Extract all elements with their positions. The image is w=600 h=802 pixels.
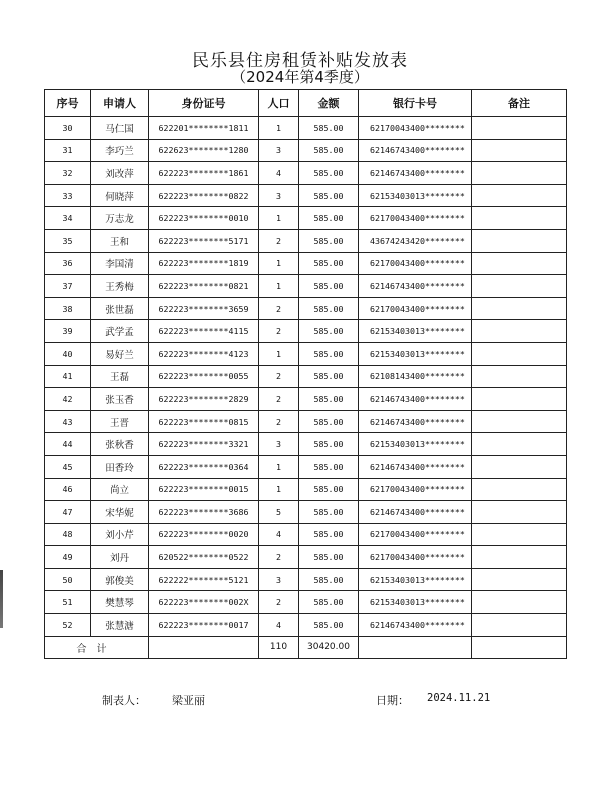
cell-applicant: 张世磊 xyxy=(91,297,149,320)
cell-serial: 44 xyxy=(45,433,91,456)
cell-id-number: 622623********1280 xyxy=(149,139,259,162)
table-row xyxy=(45,252,567,275)
cell-remarks xyxy=(472,297,567,320)
cell-applicant: 刘改萍 xyxy=(91,162,149,185)
cell-applicant: 王晋 xyxy=(91,410,149,433)
cell-household-size: 1 xyxy=(259,455,299,478)
cell-amount: 585.00 xyxy=(299,501,359,524)
cell-household-size: 1 xyxy=(259,207,299,230)
cell-serial: 43 xyxy=(45,410,91,433)
cell-amount: 585.00 xyxy=(299,568,359,591)
cell-applicant: 田香玲 xyxy=(91,455,149,478)
cell-amount: 585.00 xyxy=(299,207,359,230)
total-people: 110 xyxy=(259,636,299,658)
cell-household-size: 2 xyxy=(259,591,299,614)
cell-household-size: 5 xyxy=(259,501,299,524)
header-amount: 金额 xyxy=(299,90,359,117)
cell-amount: 585.00 xyxy=(299,523,359,546)
cell-serial: 30 xyxy=(45,117,91,140)
header-remarks: 备注 xyxy=(472,90,567,117)
cell-id-number: 622223********0822 xyxy=(149,184,259,207)
cell-serial: 38 xyxy=(45,297,91,320)
cell-household-size: 1 xyxy=(259,117,299,140)
cell-bank-card: 62153403013******** xyxy=(359,342,472,365)
cell-amount: 585.00 xyxy=(299,320,359,343)
cell-serial: 31 xyxy=(45,139,91,162)
cell-bank-card: 43674243420******** xyxy=(359,229,472,252)
cell-serial: 52 xyxy=(45,614,91,637)
header-id-number: 身份证号 xyxy=(149,90,259,117)
header-bank-card: 银行卡号 xyxy=(359,90,472,117)
cell-applicant: 刘丹 xyxy=(91,546,149,569)
cell-bank-card: 62146743400******** xyxy=(359,275,472,298)
cell-remarks xyxy=(472,546,567,569)
table-row xyxy=(45,342,567,365)
cell-bank-card: 62170043400******** xyxy=(359,252,472,275)
total-bank-cell xyxy=(359,636,472,658)
cell-remarks xyxy=(472,568,567,591)
table-row xyxy=(45,410,567,433)
cell-remarks xyxy=(472,388,567,411)
cell-remarks xyxy=(472,275,567,298)
table-row xyxy=(45,591,567,614)
cell-id-number: 622223********002X xyxy=(149,591,259,614)
table-row xyxy=(45,207,567,230)
cell-id-number: 622223********0015 xyxy=(149,478,259,501)
table-row xyxy=(45,568,567,591)
table-row xyxy=(45,523,567,546)
document-title: 民乐县住房租赁补贴发放表 xyxy=(192,51,408,71)
table-row xyxy=(45,614,567,637)
cell-amount: 585.00 xyxy=(299,455,359,478)
cell-applicant: 李国清 xyxy=(91,252,149,275)
cell-serial: 46 xyxy=(45,478,91,501)
cell-remarks xyxy=(472,139,567,162)
cell-household-size: 4 xyxy=(259,614,299,637)
cell-id-number: 622223********1819 xyxy=(149,252,259,275)
cell-remarks xyxy=(472,184,567,207)
cell-applicant: 李巧兰 xyxy=(91,139,149,162)
cell-applicant: 王磊 xyxy=(91,365,149,388)
cell-applicant: 王和 xyxy=(91,229,149,252)
cell-remarks xyxy=(472,523,567,546)
cell-applicant: 张秋香 xyxy=(91,433,149,456)
cell-household-size: 4 xyxy=(259,162,299,185)
table-header-row xyxy=(45,90,567,117)
total-note-cell xyxy=(472,636,567,658)
cell-bank-card: 62153403013******** xyxy=(359,568,472,591)
cell-bank-card: 62170043400******** xyxy=(359,117,472,140)
cell-bank-card: 62146743400******** xyxy=(359,162,472,185)
total-label: 合计 xyxy=(45,636,149,658)
cell-household-size: 3 xyxy=(259,568,299,591)
cell-bank-card: 62146743400******** xyxy=(359,501,472,524)
cell-bank-card: 62108143400******** xyxy=(359,365,472,388)
cell-id-number: 620522********0522 xyxy=(149,546,259,569)
cell-id-number: 622223********0010 xyxy=(149,207,259,230)
cell-serial: 51 xyxy=(45,591,91,614)
cell-amount: 585.00 xyxy=(299,433,359,456)
cell-household-size: 1 xyxy=(259,275,299,298)
table-row xyxy=(45,297,567,320)
cell-remarks xyxy=(472,162,567,185)
cell-household-size: 2 xyxy=(259,410,299,433)
cell-household-size: 2 xyxy=(259,388,299,411)
cell-remarks xyxy=(472,365,567,388)
cell-bank-card: 62170043400******** xyxy=(359,546,472,569)
cell-applicant: 樊慧琴 xyxy=(91,591,149,614)
cell-bank-card: 62153403013******** xyxy=(359,184,472,207)
cell-id-number: 622223********0017 xyxy=(149,614,259,637)
cell-household-size: 1 xyxy=(259,342,299,365)
cell-amount: 585.00 xyxy=(299,252,359,275)
cell-remarks xyxy=(472,614,567,637)
cell-id-number: 622223********0364 xyxy=(149,455,259,478)
total-row xyxy=(45,636,567,658)
table-row xyxy=(45,388,567,411)
cell-id-number: 622201********1811 xyxy=(149,117,259,140)
cell-household-size: 2 xyxy=(259,546,299,569)
date-value: 2024.11.21 xyxy=(427,692,491,704)
table-row xyxy=(45,478,567,501)
cell-amount: 585.00 xyxy=(299,297,359,320)
cell-id-number: 622223********3321 xyxy=(149,433,259,456)
header-household-size: 人口 xyxy=(259,90,299,117)
total-id-cell xyxy=(149,636,259,658)
table-row xyxy=(45,365,567,388)
cell-id-number: 622223********3686 xyxy=(149,501,259,524)
cell-id-number: 622223********5171 xyxy=(149,229,259,252)
cell-amount: 585.00 xyxy=(299,275,359,298)
cell-serial: 49 xyxy=(45,546,91,569)
cell-serial: 35 xyxy=(45,229,91,252)
cell-amount: 585.00 xyxy=(299,117,359,140)
table-row xyxy=(45,139,567,162)
cell-id-number: 622223********0821 xyxy=(149,275,259,298)
cell-applicant: 万志龙 xyxy=(91,207,149,230)
cell-applicant: 武学孟 xyxy=(91,320,149,343)
cell-applicant: 张玉香 xyxy=(91,388,149,411)
cell-household-size: 4 xyxy=(259,523,299,546)
cell-household-size: 2 xyxy=(259,320,299,343)
cell-remarks xyxy=(472,455,567,478)
cell-amount: 585.00 xyxy=(299,365,359,388)
cell-remarks xyxy=(472,117,567,140)
cell-applicant: 尚立 xyxy=(91,478,149,501)
cell-serial: 32 xyxy=(45,162,91,185)
table-row xyxy=(45,229,567,252)
cell-serial: 40 xyxy=(45,342,91,365)
subsidy-table xyxy=(44,89,567,659)
cell-id-number: 622223********0055 xyxy=(149,365,259,388)
date-label: 日期： xyxy=(376,694,409,707)
cell-serial: 47 xyxy=(45,501,91,524)
cell-household-size: 2 xyxy=(259,229,299,252)
cell-id-number: 622223********4123 xyxy=(149,342,259,365)
header-serial: 序号 xyxy=(45,90,91,117)
cell-bank-card: 62146743400******** xyxy=(359,139,472,162)
cell-id-number: 622223********0815 xyxy=(149,410,259,433)
cell-remarks xyxy=(472,433,567,456)
cell-serial: 41 xyxy=(45,365,91,388)
cell-household-size: 3 xyxy=(259,433,299,456)
cell-bank-card: 62153403013******** xyxy=(359,433,472,456)
cell-bank-card: 62170043400******** xyxy=(359,478,472,501)
table-row xyxy=(45,117,567,140)
cell-bank-card: 62170043400******** xyxy=(359,297,472,320)
cell-applicant: 何晓萍 xyxy=(91,184,149,207)
cell-id-number: 622223********0020 xyxy=(149,523,259,546)
cell-applicant: 宋华妮 xyxy=(91,501,149,524)
cell-remarks xyxy=(472,478,567,501)
cell-amount: 585.00 xyxy=(299,139,359,162)
cell-bank-card: 62146743400******** xyxy=(359,410,472,433)
cell-amount: 585.00 xyxy=(299,591,359,614)
cell-id-number: 622223********1861 xyxy=(149,162,259,185)
cell-remarks xyxy=(472,252,567,275)
cell-id-number: 622223********3659 xyxy=(149,297,259,320)
cell-remarks xyxy=(472,342,567,365)
cell-bank-card: 62153403013******** xyxy=(359,320,472,343)
cell-amount: 585.00 xyxy=(299,478,359,501)
cell-serial: 39 xyxy=(45,320,91,343)
cell-serial: 45 xyxy=(45,455,91,478)
cell-remarks xyxy=(472,320,567,343)
cell-bank-card: 62153403013******** xyxy=(359,591,472,614)
cell-bank-card: 62146743400******** xyxy=(359,614,472,637)
cell-id-number: 622222********5121 xyxy=(149,568,259,591)
table-row xyxy=(45,501,567,524)
cell-amount: 585.00 xyxy=(299,229,359,252)
table-row xyxy=(45,162,567,185)
document-subtitle: （2024年第4季度） xyxy=(231,68,369,86)
cell-amount: 585.00 xyxy=(299,410,359,433)
cell-amount: 585.00 xyxy=(299,162,359,185)
cell-applicant: 张慧溏 xyxy=(91,614,149,637)
cell-serial: 33 xyxy=(45,184,91,207)
cell-serial: 36 xyxy=(45,252,91,275)
table-row xyxy=(45,546,567,569)
cell-household-size: 3 xyxy=(259,139,299,162)
table-row xyxy=(45,275,567,298)
total-amount: 30420.00 xyxy=(299,636,359,658)
cell-applicant: 郭俊美 xyxy=(91,568,149,591)
cell-serial: 37 xyxy=(45,275,91,298)
table-row xyxy=(45,184,567,207)
table-row xyxy=(45,320,567,343)
cell-amount: 585.00 xyxy=(299,546,359,569)
cell-household-size: 2 xyxy=(259,365,299,388)
cell-amount: 585.00 xyxy=(299,184,359,207)
cell-id-number: 622223********4115 xyxy=(149,320,259,343)
preparer-label: 制表人： xyxy=(102,694,146,707)
cell-household-size: 1 xyxy=(259,478,299,501)
cell-household-size: 2 xyxy=(259,297,299,320)
cell-bank-card: 62170043400******** xyxy=(359,523,472,546)
cell-id-number: 622223********2829 xyxy=(149,388,259,411)
cell-serial: 50 xyxy=(45,568,91,591)
cell-applicant: 马仁国 xyxy=(91,117,149,140)
cell-remarks xyxy=(472,410,567,433)
cell-remarks xyxy=(472,207,567,230)
table-row xyxy=(45,455,567,478)
cell-remarks xyxy=(472,591,567,614)
cell-amount: 585.00 xyxy=(299,614,359,637)
cell-household-size: 3 xyxy=(259,184,299,207)
cell-amount: 585.00 xyxy=(299,388,359,411)
scan-edge-mark xyxy=(0,570,3,628)
cell-serial: 48 xyxy=(45,523,91,546)
cell-bank-card: 62170043400******** xyxy=(359,207,472,230)
cell-applicant: 易好兰 xyxy=(91,342,149,365)
cell-serial: 42 xyxy=(45,388,91,411)
table-row xyxy=(45,433,567,456)
cell-remarks xyxy=(472,501,567,524)
cell-amount: 585.00 xyxy=(299,342,359,365)
cell-applicant: 刘小芹 xyxy=(91,523,149,546)
cell-remarks xyxy=(472,229,567,252)
cell-applicant: 王秀梅 xyxy=(91,275,149,298)
cell-bank-card: 62146743400******** xyxy=(359,455,472,478)
cell-serial: 34 xyxy=(45,207,91,230)
cell-bank-card: 62146743400******** xyxy=(359,388,472,411)
table-body xyxy=(45,117,567,637)
preparer-name: 梁亚丽 xyxy=(172,694,205,707)
header-applicant: 申请人 xyxy=(91,90,149,117)
cell-household-size: 1 xyxy=(259,252,299,275)
